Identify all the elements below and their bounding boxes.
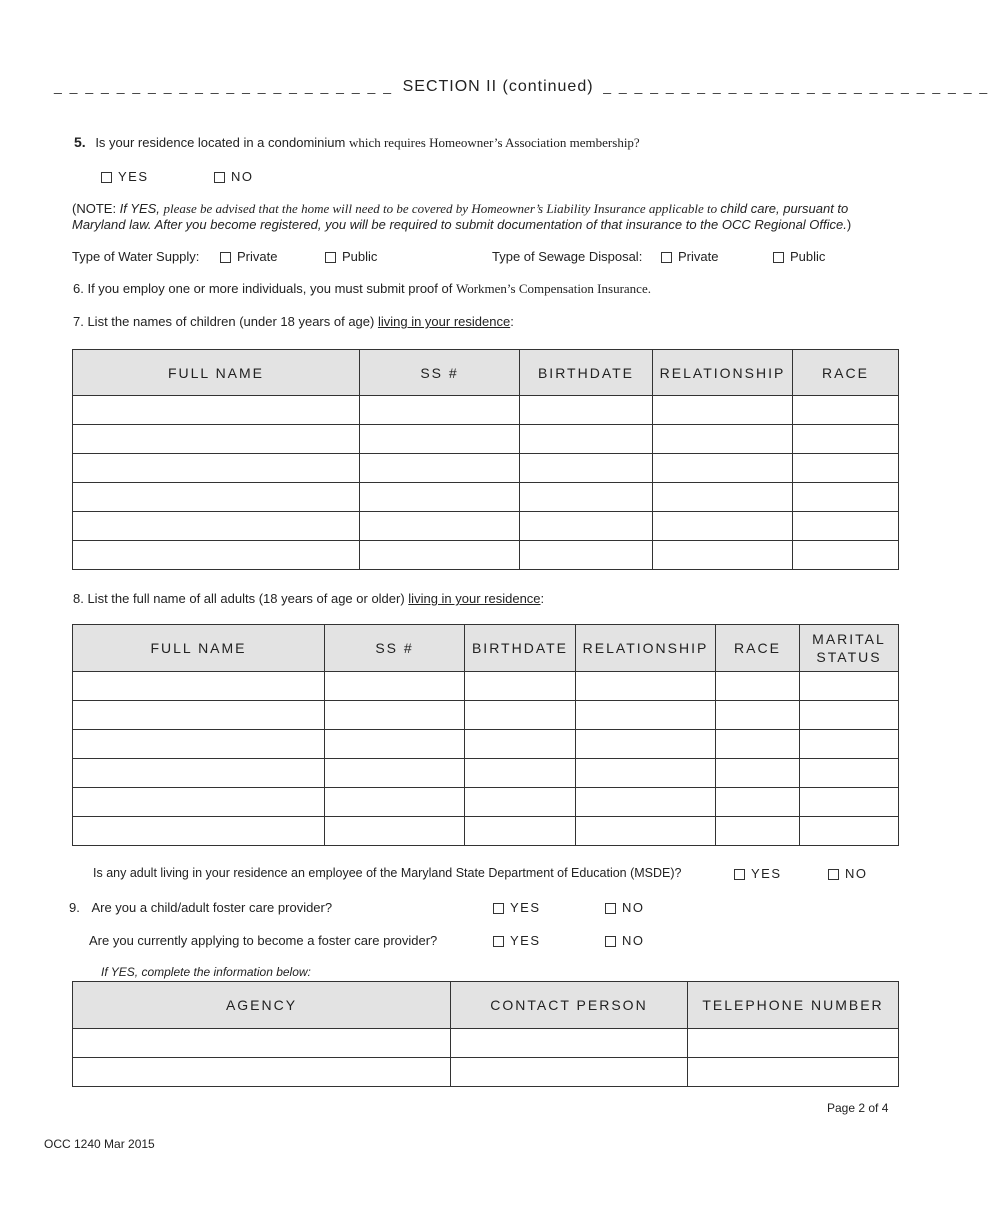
q9b-no-label: NO <box>622 933 645 948</box>
table-cell[interactable] <box>576 730 716 759</box>
table-cell[interactable] <box>360 483 520 512</box>
agency-table <box>72 981 899 1087</box>
table-cell[interactable] <box>465 730 576 759</box>
agency-table-header <box>73 982 899 1029</box>
children-header-full-name: FULL NAME <box>73 350 360 396</box>
table-cell[interactable] <box>325 730 465 759</box>
table-cell[interactable] <box>716 788 800 817</box>
table-cell[interactable] <box>465 759 576 788</box>
table-cell[interactable] <box>325 788 465 817</box>
water-public-checkbox[interactable] <box>325 252 336 263</box>
children-header-ss: SS # <box>360 350 520 396</box>
table-cell[interactable] <box>73 1029 451 1058</box>
q9-yes-label: YES <box>510 900 541 915</box>
q9b-no-option[interactable] <box>605 933 645 948</box>
table-cell[interactable] <box>716 701 800 730</box>
section-header <box>54 78 989 96</box>
adults-table <box>72 624 899 846</box>
agency-header-telephone: TELEPHONE NUMBER <box>688 982 899 1029</box>
table-row <box>73 788 899 817</box>
table-cell[interactable] <box>73 396 360 425</box>
q5-yes-checkbox[interactable] <box>101 172 112 183</box>
table-cell[interactable] <box>325 701 465 730</box>
question-5-number: 5. <box>74 134 86 150</box>
question-8-text: 8. List the full name of all adults (18 years of age or older) <box>73 591 409 606</box>
question-6-text-a: 6. If you employ one or more individuals, you must submit proof of <box>73 281 456 296</box>
table-cell[interactable] <box>800 701 899 730</box>
msde-no-option[interactable] <box>828 866 868 881</box>
table-cell[interactable] <box>325 672 465 701</box>
table-cell[interactable] <box>73 454 360 483</box>
note-serif-part: please be advised that the home will need to be covered by Homeowner’s Liability Insurance applicable to <box>163 201 721 216</box>
table-cell[interactable] <box>793 396 899 425</box>
table-cell[interactable] <box>73 483 360 512</box>
msde-yes-label: YES <box>751 866 782 881</box>
sewage-public-option[interactable] <box>773 249 825 264</box>
table-cell[interactable] <box>576 672 716 701</box>
q9b-yes-label: YES <box>510 933 541 948</box>
table-cell[interactable] <box>73 788 325 817</box>
adults-header-full-name: FULL NAME <box>73 625 325 672</box>
table-cell[interactable] <box>653 512 793 541</box>
question-9-number: 9. <box>69 900 80 915</box>
children-table-header <box>73 350 899 396</box>
table-cell[interactable] <box>465 788 576 817</box>
q5-no-option[interactable] <box>214 169 254 184</box>
table-cell[interactable] <box>800 672 899 701</box>
table-cell[interactable] <box>716 759 800 788</box>
question-5-text-a: Is your residence located in a condominium <box>95 135 349 150</box>
table-cell[interactable] <box>451 1058 688 1087</box>
section-title: SECTION II (continued) <box>402 78 594 95</box>
q5-yes-label: YES <box>118 169 149 184</box>
table-cell[interactable] <box>800 817 899 846</box>
question-7-colon: : <box>510 314 514 329</box>
table-cell[interactable] <box>451 1029 688 1058</box>
q9-no-label: NO <box>622 900 645 915</box>
water-public-label: Public <box>342 249 378 264</box>
table-row <box>73 396 899 425</box>
table-cell[interactable] <box>653 396 793 425</box>
question-5-text-b: which requires Homeowner’s Association membership? <box>348 135 640 150</box>
table-cell[interactable] <box>653 483 793 512</box>
table-cell[interactable] <box>73 425 360 454</box>
table-row <box>73 730 899 759</box>
table-cell[interactable] <box>716 817 800 846</box>
table-row <box>73 512 899 541</box>
children-header-birthdate: BIRTHDATE <box>520 350 653 396</box>
sewage-private-label: Private <box>678 249 719 264</box>
table-cell[interactable] <box>520 512 653 541</box>
insurance-note <box>72 201 851 233</box>
table-cell[interactable] <box>576 759 716 788</box>
adults-header-ss: SS # <box>325 625 465 672</box>
header-dashes-left: _ _ _ _ _ _ _ _ _ _ _ _ _ _ _ _ _ _ _ _ _ _ <box>54 78 393 94</box>
table-cell[interactable] <box>688 1029 899 1058</box>
water-supply-label: Type of Water Supply: <box>72 249 200 264</box>
question-9-text: Are you a child/adult foster care provider? <box>91 900 333 915</box>
table-row <box>73 817 899 846</box>
header-dashes-right: _ _ _ _ _ _ _ _ _ _ _ _ _ _ _ _ _ _ _ _ _ _ _ _ _ <box>603 78 989 94</box>
msde-yes-checkbox[interactable] <box>734 869 745 880</box>
table-cell[interactable] <box>465 701 576 730</box>
children-header-relationship: RELATIONSHIP <box>653 350 793 396</box>
question-8-colon: : <box>540 591 545 606</box>
table-cell[interactable] <box>73 701 325 730</box>
table-row <box>73 1029 899 1058</box>
table-cell[interactable] <box>520 396 653 425</box>
water-private-option[interactable] <box>220 249 277 264</box>
table-cell[interactable] <box>520 454 653 483</box>
table-cell[interactable] <box>73 730 325 759</box>
question-9 <box>69 900 332 915</box>
note-line2: Maryland law. After you become registered, you will be required to submit documentation of that insurance to the OCC Regional Office. <box>72 217 847 232</box>
table-cell[interactable] <box>653 454 793 483</box>
q9b-no-checkbox[interactable] <box>605 936 616 947</box>
sewage-public-label: Public <box>790 249 826 264</box>
table-cell[interactable] <box>360 541 520 570</box>
q9b-yes-checkbox[interactable] <box>493 936 504 947</box>
table-cell[interactable] <box>360 512 520 541</box>
form-id: OCC 1240 Mar 2015 <box>44 1137 155 1151</box>
table-cell[interactable] <box>576 701 716 730</box>
table-row <box>73 454 899 483</box>
q5-yes-option[interactable] <box>101 169 149 184</box>
table-cell[interactable] <box>793 483 899 512</box>
table-row <box>73 701 899 730</box>
adults-header-marital-status: MARITAL STATUS <box>800 625 899 672</box>
sewage-public-checkbox[interactable] <box>773 252 784 263</box>
table-cell[interactable] <box>360 425 520 454</box>
sewage-disposal-label: Type of Sewage Disposal: <box>492 249 643 264</box>
question-8-underlined: living in your residence <box>408 591 541 606</box>
msde-no-checkbox[interactable] <box>828 869 839 880</box>
table-row <box>73 541 899 570</box>
table-cell[interactable] <box>716 672 800 701</box>
foster-applying-question: Are you currently applying to become a foster care provider? <box>89 933 438 948</box>
adults-header-relationship: RELATIONSHIP <box>576 625 716 672</box>
table-row <box>73 425 899 454</box>
q5-no-label: NO <box>231 169 254 184</box>
table-cell[interactable] <box>520 425 653 454</box>
table-cell[interactable] <box>793 512 899 541</box>
agency-header-contact-person: CONTACT PERSON <box>451 982 688 1029</box>
agency-header-agency: AGENCY <box>73 982 451 1029</box>
adults-table-header <box>73 625 899 672</box>
table-cell[interactable] <box>360 396 520 425</box>
table-cell[interactable] <box>688 1058 899 1087</box>
note-rest-line1: child care, pursuant to <box>720 201 849 216</box>
sewage-private-checkbox[interactable] <box>661 252 672 263</box>
table-cell[interactable] <box>465 672 576 701</box>
adults-header-race: RACE <box>716 625 800 672</box>
question-8 <box>73 591 544 606</box>
table-cell[interactable] <box>653 541 793 570</box>
table-cell[interactable] <box>800 730 899 759</box>
table-cell[interactable] <box>325 817 465 846</box>
water-private-checkbox[interactable] <box>220 252 231 263</box>
q5-no-checkbox[interactable] <box>214 172 225 183</box>
msde-yes-option[interactable] <box>734 866 782 881</box>
table-row <box>73 483 899 512</box>
table-cell[interactable] <box>793 425 899 454</box>
question-6 <box>73 281 651 297</box>
table-cell[interactable] <box>800 759 899 788</box>
table-cell[interactable] <box>576 817 716 846</box>
table-cell[interactable] <box>73 817 325 846</box>
water-private-label: Private <box>237 249 278 264</box>
note-prefix: (NOTE: <box>72 201 120 216</box>
table-cell[interactable] <box>73 672 325 701</box>
children-table <box>72 349 899 570</box>
msde-question: Is any adult living in your residence an employee of the Maryland State Department of Education (MSDE)? <box>93 866 682 880</box>
note-if-yes: If YES, <box>119 201 164 216</box>
note-close: ) <box>846 217 852 232</box>
table-cell[interactable] <box>653 425 793 454</box>
sewage-private-option[interactable] <box>661 249 718 264</box>
water-public-option[interactable] <box>325 249 377 264</box>
table-cell[interactable] <box>793 541 899 570</box>
question-7-underlined: living in your residence <box>377 314 511 329</box>
children-header-race: RACE <box>793 350 899 396</box>
table-cell[interactable] <box>73 541 360 570</box>
question-7 <box>73 314 514 329</box>
table-cell[interactable] <box>73 759 325 788</box>
table-row <box>73 1058 899 1087</box>
msde-no-label: NO <box>845 866 868 881</box>
table-row <box>73 672 899 701</box>
table-cell[interactable] <box>716 730 800 759</box>
table-cell[interactable] <box>520 483 653 512</box>
question-7-text: 7. List the names of children (under 18 years of age) <box>73 314 378 329</box>
table-cell[interactable] <box>520 541 653 570</box>
table-cell[interactable] <box>465 817 576 846</box>
q9-yes-option[interactable] <box>493 900 541 915</box>
table-cell[interactable] <box>793 454 899 483</box>
question-6-text-b: Workmen’s Compensation Insurance. <box>455 281 651 296</box>
foster-instruction: If YES, complete the information below: <box>101 965 311 979</box>
table-cell[interactable] <box>325 759 465 788</box>
q9-no-checkbox[interactable] <box>605 903 616 914</box>
table-cell[interactable] <box>73 1058 451 1087</box>
question-5 <box>74 134 640 151</box>
adults-header-birthdate: BIRTHDATE <box>465 625 576 672</box>
table-row <box>73 759 899 788</box>
table-cell[interactable] <box>360 454 520 483</box>
q9-no-option[interactable] <box>605 900 645 915</box>
table-cell[interactable] <box>73 512 360 541</box>
q9b-yes-option[interactable] <box>493 933 541 948</box>
table-cell[interactable] <box>800 788 899 817</box>
page-number: Page 2 of 4 <box>827 1101 889 1115</box>
table-cell[interactable] <box>576 788 716 817</box>
q9-yes-checkbox[interactable] <box>493 903 504 914</box>
